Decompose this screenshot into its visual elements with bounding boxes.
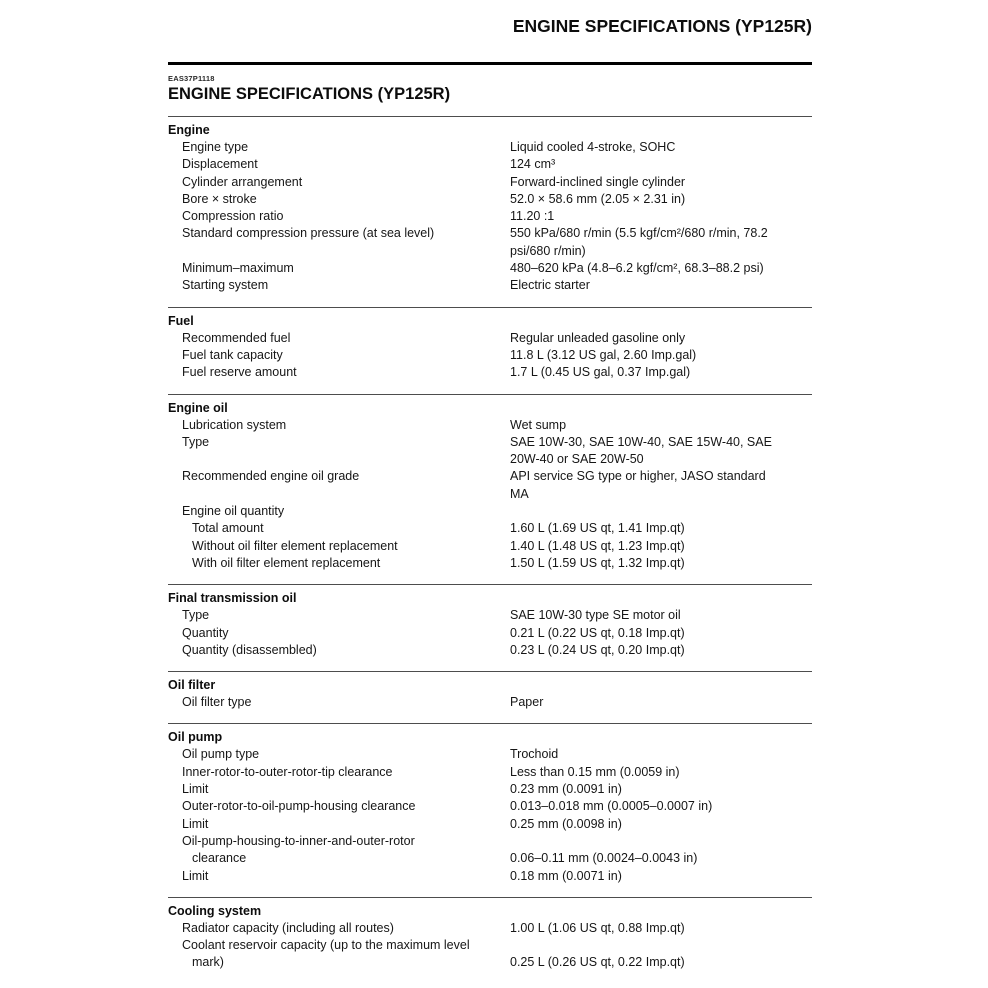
spec-row [168,364,812,381]
spec-value: 1.7 L (0.45 US gal, 0.37 Imp.gal) [510,365,691,380]
section-title: Fuel [168,313,194,328]
spec-row [168,816,812,833]
spec-row [168,277,812,294]
spec-value: 0.25 mm (0.0098 in) [510,816,622,831]
spec-label: Standard compression pressure (at sea level) [182,226,435,241]
spec-label: Total amount [192,521,264,536]
spec-value: 0.013–0.018 mm (0.0005–0.0007 in) [510,799,713,814]
spec-label: Minimum–maximum [182,261,294,276]
spec-row [168,607,812,624]
spec-label: Radiator capacity (including all routes) [182,920,394,935]
spec-row [168,694,812,711]
spec-label: Recommended fuel [182,330,291,345]
section-rule [168,307,812,308]
spec-row [168,746,812,763]
spec-value: SAE 10W-30, SAE 10W-40, SAE 15W-40, SAE 20W-40 or SAE 20W-50 [510,434,772,467]
spec-value: 124 cm³ [510,157,556,172]
spec-label: Starting system [182,278,269,293]
spec-section [168,897,812,972]
spec-label: Lubrication system [182,417,287,432]
spec-value: Electric starter [510,278,590,293]
spec-label: With oil filter element replacement [192,555,381,570]
section-rule [168,671,812,672]
spec-section [168,723,812,884]
spec-value: 0.06–0.11 mm (0.0024–0.0043 in) [510,851,698,866]
spec-row [168,417,812,434]
spec-section [168,116,812,295]
spec-row [168,920,812,937]
spec-row [168,781,812,798]
spec-label: clearance [192,851,247,866]
spec-label: Cylinder arrangement [182,174,303,189]
spec-label: Displacement [182,157,258,172]
spec-row [168,850,812,867]
section-title: Oil filter [168,678,216,693]
spec-label: Recommended engine oil grade [182,469,360,484]
spec-value: 1.60 L (1.69 US qt, 1.41 Imp.qt) [510,521,685,536]
spec-label: Without oil filter element replacement [192,538,398,553]
spec-value: Regular unleaded gasoline only [510,330,686,345]
spec-value: Trochoid [510,747,559,762]
section-title: Cooling system [168,903,262,918]
section-rule [168,116,812,117]
spec-row [168,937,812,954]
spec-value: 0.23 mm (0.0091 in) [510,782,622,797]
spec-value: Wet sump [510,417,567,432]
spec-label: Limit [182,782,209,797]
header-rule [168,62,812,65]
section-title: Oil pump [168,730,223,745]
spec-row [168,260,812,277]
spec-value: 1.50 L (1.59 US qt, 1.32 Imp.qt) [510,555,685,570]
spec-label: Bore × stroke [182,191,257,206]
spec-value: Liquid cooled 4-stroke, SOHC [510,140,676,154]
spec-label: Coolant reservoir capacity (up to the maximum level [182,938,470,953]
spec-row [168,191,812,208]
ref-code: EAS37P1118 [168,74,215,83]
spec-row [168,330,812,347]
spec-section [168,394,812,573]
spec-value: 11.20 :1 [510,209,555,224]
spec-value: 0.23 L (0.24 US qt, 0.20 Imp.qt) [510,642,685,657]
spec-row [168,764,812,781]
spec-label: Quantity (disassembled) [182,642,317,657]
spec-section [168,671,812,711]
page-content [168,0,812,972]
spec-label: mark) [192,955,224,970]
spec-value: 0.25 L (0.26 US qt, 0.22 Imp.qt) [510,955,685,970]
spec-value: Forward-inclined single cylinder [510,174,686,189]
spec-label: Oil-pump-housing-to-inner-and-outer-rotor [182,833,415,848]
spec-row [168,468,812,503]
spec-sections [168,116,812,972]
spec-row [168,954,812,971]
spec-value: 0.18 mm (0.0071 in) [510,868,622,883]
spec-row [168,538,812,555]
section-rule [168,897,812,898]
spec-label: Type [182,434,210,449]
spec-label: Oil pump type [182,747,260,762]
running-header: ENGINE SPECIFICATIONS (YP125R) [512,16,812,36]
spec-row [168,642,812,659]
spec-value: 11.8 L (3.12 US gal, 2.60 Imp.gal) [510,347,697,362]
spec-value: 52.0 × 58.6 mm (2.05 × 2.31 in) [510,191,686,206]
section-title: Engine [168,123,210,137]
spec-row [168,174,812,191]
spec-label: Quantity [182,625,229,640]
spec-value: 1.40 L (1.48 US qt, 1.23 Imp.qt) [510,538,685,553]
spec-value: Paper [510,695,544,710]
spec-row [168,208,812,225]
spec-label: Oil filter type [182,695,252,710]
page-title: ENGINE SPECIFICATIONS (YP125R) [168,85,451,103]
spec-value: SAE 10W-30 type SE motor oil [510,608,681,623]
section-title: Engine oil [168,400,228,415]
spec-value: Less than 0.15 mm (0.0059 in) [510,764,680,779]
spec-row [168,520,812,537]
spec-value: 480–620 kPa (4.8–6.2 kgf/cm², 68.3–88.2 psi) [510,261,764,276]
spec-label: Engine oil quantity [182,504,285,519]
spec-row [168,503,812,520]
spec-row [168,868,812,885]
spec-value: API service SG type or higher, JASO standard MA [510,469,766,501]
spec-section [168,307,812,382]
spec-value: 550 kPa/680 r/min (5.5 kgf/cm²/680 r/min, 78.2 psi/680 r/min) [510,226,768,258]
spec-value: 1.00 L (1.06 US qt, 0.88 Imp.qt) [510,920,685,935]
spec-label: Limit [182,868,209,883]
section-title: Final transmission oil [168,591,297,606]
spec-label: Inner-rotor-to-outer-rotor-tip clearance [182,764,393,779]
spec-label: Outer-rotor-to-oil-pump-housing clearance [182,799,416,814]
spec-row [168,798,812,815]
spec-label: Type [182,608,210,623]
spec-label: Fuel reserve amount [182,365,297,380]
section-rule [168,584,812,585]
spec-value: 0.21 L (0.22 US qt, 0.18 Imp.qt) [510,625,685,640]
spec-row [168,833,812,850]
section-rule [168,723,812,724]
spec-row [168,625,812,642]
spec-row [168,225,812,260]
spec-label: Engine type [182,140,249,154]
spec-row [168,139,812,156]
spec-row [168,347,812,364]
spec-section [168,584,812,659]
section-rule [168,394,812,395]
spec-label: Fuel tank capacity [182,347,283,362]
spec-label: Compression ratio [182,209,284,224]
spec-label: Limit [182,816,209,831]
spec-row [168,156,812,173]
spec-row [168,555,812,572]
spec-row [168,434,812,469]
